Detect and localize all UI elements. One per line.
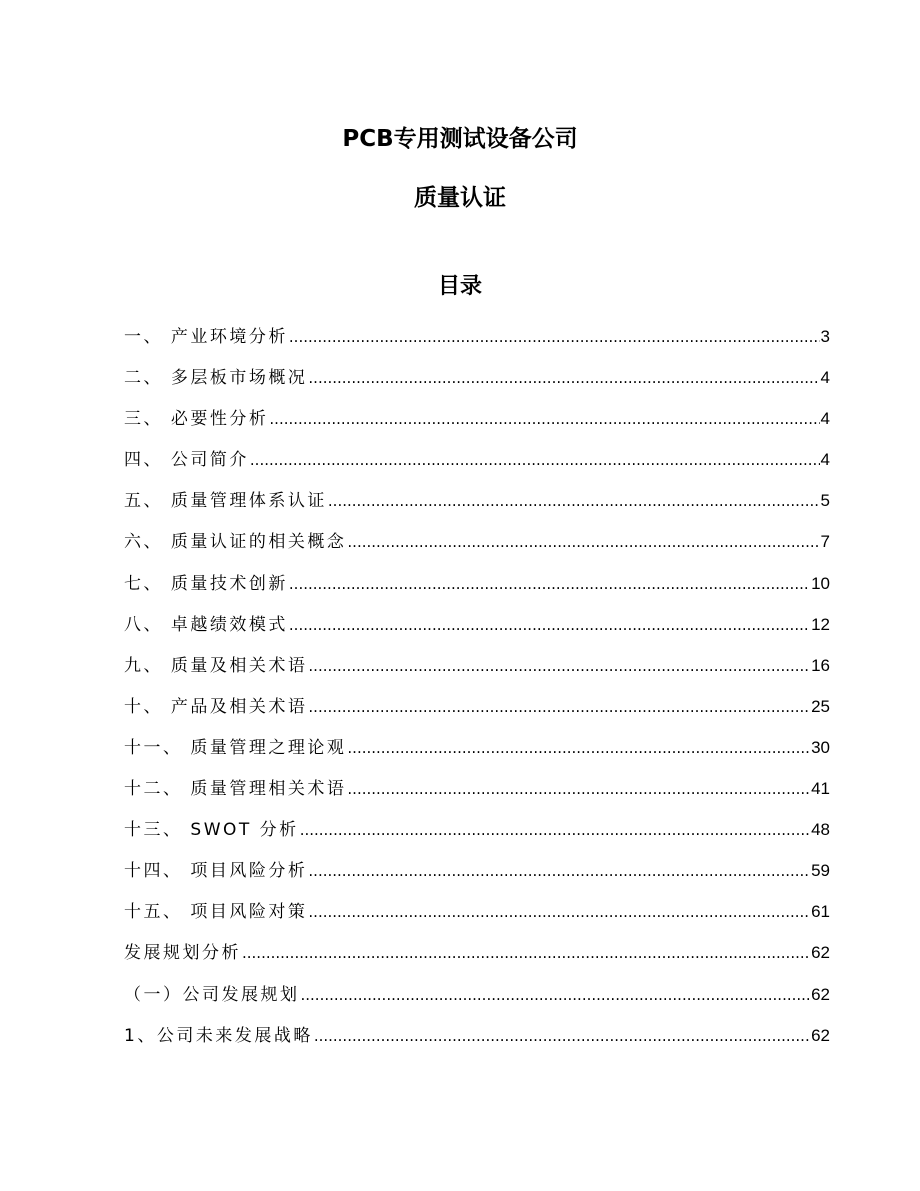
document-title: PCB专用测试设备公司 xyxy=(342,126,578,152)
toc-entry-page: 5 xyxy=(820,491,830,511)
toc-entry-page: 59 xyxy=(811,861,830,881)
toc-entry-page: 62 xyxy=(811,1025,830,1045)
toc-leader-dots xyxy=(269,406,819,432)
toc-leader-dots xyxy=(289,324,820,350)
toc-entry[interactable] xyxy=(124,858,830,899)
toc-entry-label: 八、 卓越绩效模式 xyxy=(124,614,288,635)
toc-entry-label: 五、 质量管理体系认证 xyxy=(124,491,327,512)
toc-leader-dots xyxy=(301,982,811,1008)
toc-entry-label: （一）公司发展规划 xyxy=(124,984,300,1005)
toc-entry-label: 十三、 SWOT 分析 xyxy=(124,820,299,841)
toc-entry-label: 发展规划分析 xyxy=(124,943,241,964)
toc-leader-dots xyxy=(250,447,820,473)
toc-entry[interactable] xyxy=(124,488,830,529)
document-subtitle: 质量认证 xyxy=(414,185,506,211)
toc-heading: 目录 xyxy=(437,274,482,299)
toc-entry-label: 1、公司未来发展战略 xyxy=(124,1025,313,1046)
toc-entry[interactable] xyxy=(124,447,830,488)
toc-leader-dots xyxy=(242,940,810,966)
toc-leader-dots xyxy=(308,694,810,720)
toc-leader-dots xyxy=(347,776,810,802)
toc-entry-label: 三、 必要性分析 xyxy=(124,409,269,430)
toc-entry-page: 61 xyxy=(811,902,830,922)
toc-leader-dots xyxy=(347,735,810,761)
toc-leader-dots xyxy=(289,612,810,638)
toc-entry-page: 4 xyxy=(820,409,830,429)
toc-entry[interactable] xyxy=(124,529,830,570)
toc-entry[interactable] xyxy=(124,982,830,1023)
toc-entry-page: 41 xyxy=(811,779,830,799)
toc-entry[interactable] xyxy=(124,324,830,365)
toc-entry[interactable] xyxy=(124,776,830,817)
toc-entry-page: 7 xyxy=(820,532,830,552)
toc-entry-label: 十、 产品及相关术语 xyxy=(124,696,308,717)
toc-leader-dots xyxy=(347,529,819,555)
toc-entry[interactable] xyxy=(124,1023,830,1064)
toc-entry[interactable] xyxy=(124,365,830,406)
toc-leader-dots xyxy=(328,488,820,514)
toc-entry-page: 4 xyxy=(820,450,830,470)
toc-entry-label: 十五、 项目风险对策 xyxy=(124,902,308,923)
toc-entry-page: 16 xyxy=(811,655,830,675)
toc-leader-dots xyxy=(300,817,810,843)
toc-entry-label: 四、 公司简介 xyxy=(124,450,249,471)
toc-entry-page: 48 xyxy=(811,820,830,840)
toc-entry-label: 十二、 质量管理相关术语 xyxy=(124,779,347,800)
toc-entry[interactable] xyxy=(124,571,830,612)
toc-leader-dots xyxy=(308,653,810,679)
toc-entry-page: 10 xyxy=(811,573,830,593)
toc-entry[interactable] xyxy=(124,817,830,858)
toc-entry-page: 25 xyxy=(811,696,830,716)
toc-entry-page: 30 xyxy=(811,737,830,757)
toc-entry[interactable] xyxy=(124,694,830,735)
toc-entry[interactable] xyxy=(124,653,830,694)
toc-entry-label: 十一、 质量管理之理论观 xyxy=(124,737,347,758)
toc-entry[interactable] xyxy=(124,940,830,981)
toc-entry-page: 3 xyxy=(820,327,830,346)
toc-entry-label: 六、 质量认证的相关概念 xyxy=(124,532,347,553)
toc-entry[interactable] xyxy=(124,406,830,447)
toc-entry-label: 七、 质量技术创新 xyxy=(124,573,288,594)
toc-entry-page: 12 xyxy=(811,614,830,634)
toc-entry-label: 一、 产业环境分析 xyxy=(124,327,288,347)
toc-leader-dots xyxy=(314,1023,810,1049)
toc-entry-page: 62 xyxy=(811,943,830,963)
toc-entry-label: 二、 多层板市场概况 xyxy=(124,368,308,389)
toc-leader-dots xyxy=(308,365,819,391)
toc-entry-label: 九、 质量及相关术语 xyxy=(124,655,308,676)
toc-entry[interactable] xyxy=(124,612,830,653)
toc-entry[interactable] xyxy=(124,899,830,940)
toc-entry-page: 4 xyxy=(820,368,830,388)
toc-leader-dots xyxy=(308,899,810,925)
toc-leader-dots xyxy=(308,858,810,884)
toc-entry[interactable] xyxy=(124,735,830,776)
toc-leader-dots xyxy=(289,571,810,597)
toc-entry-label: 十四、 项目风险分析 xyxy=(124,861,308,882)
table-of-contents xyxy=(124,324,830,1064)
toc-entry-page: 62 xyxy=(811,984,830,1004)
